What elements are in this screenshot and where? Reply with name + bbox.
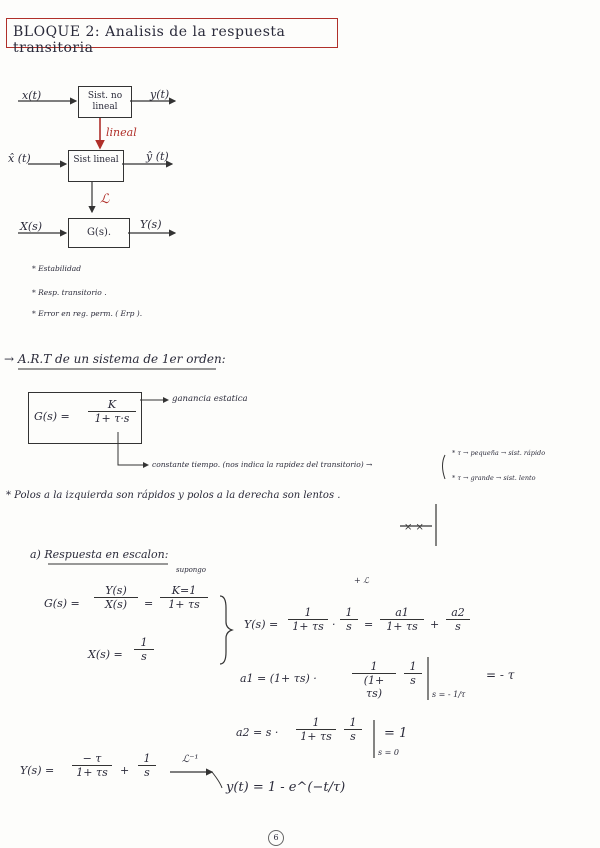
xs-lhs: X(s) = [88,648,123,661]
tau-small-note: * τ → pequeña → sist. rápido [452,449,546,457]
gs-num2: K=1 [160,584,208,598]
tf-numerator: K [88,398,136,412]
a1-result: = - τ [486,668,515,682]
a2-lhs: a2 = s · [236,726,279,739]
svg-text:× ×: × × [404,522,424,533]
nonlinear-system-block [78,86,132,118]
nonlinear-system-label: Sist. no lineal [87,91,123,112]
page-title: BLOQUE 2: Analisis de la respuesta transitoria [13,24,286,56]
ys-final-f2d: s [144,766,150,779]
row2-output: ŷ (t) [146,150,169,163]
gain-note: ganancia estatica [172,394,248,404]
subsection-heading: a) Respuesta en escalon: [30,548,169,561]
a1-f2n: 1 [404,660,422,674]
gs-fraction-1 [94,584,138,611]
ys-f2d: s [346,620,352,633]
ys-f3n: a1 [380,606,424,620]
ys-f1d: 1+ τs [292,620,324,633]
a1-eval: s = - 1/τ [432,690,466,699]
ys-f4d: s [455,620,461,633]
a2-f2n: 1 [344,716,362,730]
row3-output: Y(s) [140,218,162,231]
gs-num1: Y(s) [94,584,138,598]
tau-note: constante tiempo. (nos indica la rapidez del transitorio) → [152,460,373,469]
tf-denominator: 1+ τ·s [94,412,130,425]
row1-input: x(t) [22,89,42,102]
ys-f1n: 1 [288,606,328,620]
page-number: 6 [268,830,284,846]
a1-fraction-1 [352,660,396,700]
a2-f1d: 1+ τs [300,730,332,743]
a2-result: = 1 [384,726,408,741]
transfer-function-block [68,218,130,248]
a2-fraction-1 [296,716,336,743]
gs-fraction-2 [160,584,208,611]
laplace-label: ℒ [100,192,110,207]
a2-fraction-2 [344,716,362,743]
xs-num: 1 [134,636,154,650]
gs-lhs: G(s) = [44,597,80,610]
row2-input: x̂ (t) [8,152,31,165]
bullet-steady-error: * Error en reg. perm. ( Erp ). [32,309,143,318]
a1-f2d: s [410,674,416,687]
poles-note: * Polos a la izquierda son rápidos y polos a la derecha son lentos . [6,490,341,501]
ys-top-mark: + ℒ [354,576,370,585]
row3-input: X(s) [20,220,43,233]
ys-final-fraction-2 [138,752,156,779]
ys-final-lhs: Y(s) = [20,764,55,777]
a1-fraction-2 [404,660,422,687]
ys-dot: · [332,618,336,631]
inverse-laplace-label: ℒ⁻¹ [182,754,199,765]
ys-lhs: Y(s) = [244,618,279,631]
gs-den2: 1+ τs [168,598,200,611]
ys-final-plus: + [120,764,130,777]
a1-f1n: 1 [352,660,396,674]
yt-result: y(t) = 1 - e^(−t/τ) [226,780,346,795]
a1-lhs: a1 = (1+ τs) · [240,672,317,685]
ys-final-f2n: 1 [138,752,156,766]
bullet-stability: * Estabilidad [32,264,82,273]
section-heading: → A.R.T de un sistema de 1er orden: [4,352,226,366]
ys-fraction-2 [340,606,358,633]
gs-note: supongo [176,566,206,574]
xs-den: s [141,650,147,663]
a2-f1n: 1 [296,716,336,730]
ys-fraction-3 [380,606,424,633]
row1-output: y(t) [150,88,170,101]
ys-plus: + [430,618,440,631]
a1-f1d: (1+ τs) [363,674,385,700]
ys-eq: = [364,618,374,631]
linear-system-block [68,150,124,182]
ys-final-f1n: − τ [72,752,112,766]
gs-den1: X(s) [104,598,128,611]
ys-final-fraction-1 [72,752,112,779]
xs-fraction [134,636,154,663]
transfer-function-label: G(s). [86,227,112,238]
lineal-label: lineal [106,126,137,139]
ys-f3d: 1+ τs [386,620,418,633]
linear-system-label: Sist lineal [73,155,119,165]
ys-fraction-4 [446,606,470,633]
tf-fraction [88,398,136,425]
a2-eval: s = 0 [378,748,399,757]
bullet-transient: * Resp. transitorio . [32,288,107,297]
ys-final-f1d: 1+ τs [76,766,108,779]
gs-eq: = [144,597,154,610]
ys-f2n: 1 [340,606,358,620]
ys-f4n: a2 [446,606,470,620]
ys-fraction-1 [288,606,328,633]
a2-f2d: s [350,730,356,743]
tau-large-note: * τ → grande → sist. lento [452,474,536,482]
tf-lhs: G(s) = [34,410,70,423]
